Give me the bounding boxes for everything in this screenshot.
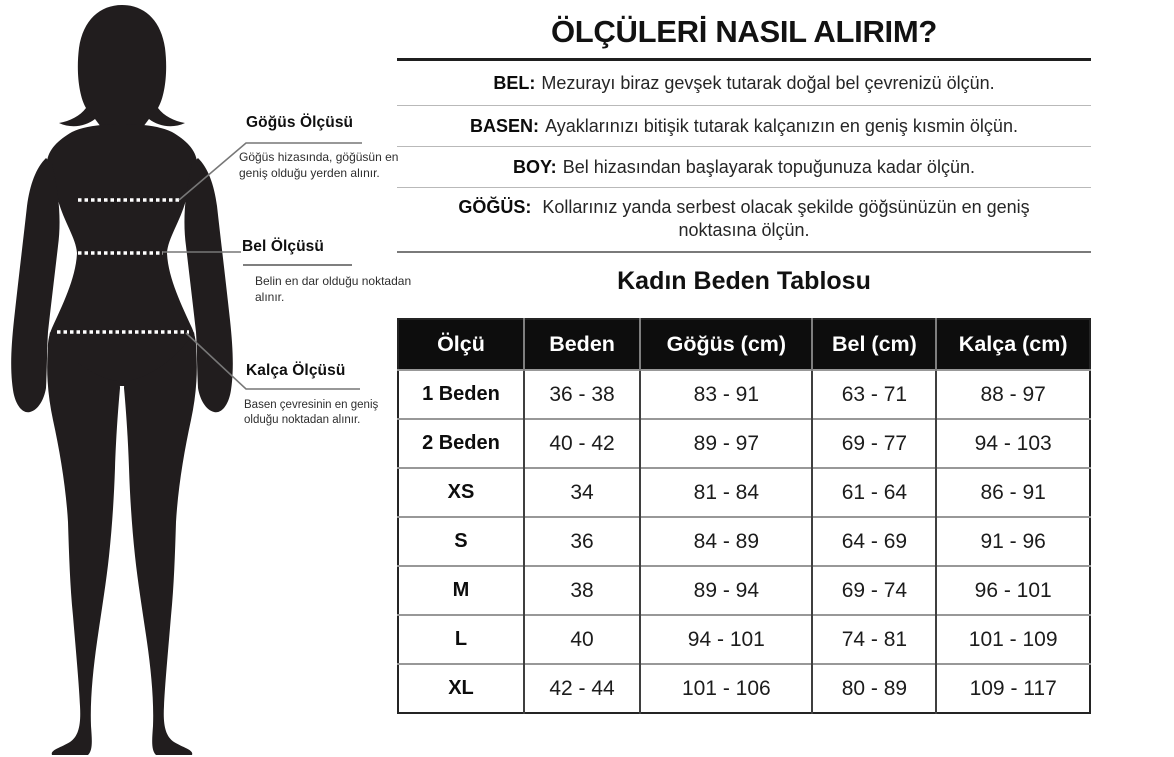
instruction-gogus-text: Kollarınız yanda serbest olacak şekilde göğsünüzün en geniş noktasına ölçün.: [542, 197, 1030, 240]
table-row: [398, 566, 1090, 615]
measurement-cell: 64 - 69: [812, 517, 936, 566]
table-row: [398, 468, 1090, 517]
waist-measure-label: Bel Ölçüsü: [242, 238, 324, 255]
measurement-cell: 101 - 109: [936, 615, 1090, 664]
chest-measure-description: Göğüs hizasında, göğüsün en geniş olduğu yerden alınır.: [239, 150, 399, 180]
measurement-cell: 89 - 94: [640, 566, 812, 615]
measurement-cell: 63 - 71: [812, 370, 936, 419]
size-name-cell: XS: [398, 468, 524, 517]
measurement-cell: 94 - 101: [640, 615, 812, 664]
measurement-cell: 81 - 84: [640, 468, 812, 517]
column-header-kalca: Kalça (cm): [936, 319, 1090, 370]
hip-measure-label: Kalça Ölçüsü: [246, 362, 346, 379]
measurement-cell: 40: [524, 615, 640, 664]
measurement-cell: 74 - 81: [812, 615, 936, 664]
size-name-cell: L: [398, 615, 524, 664]
measurement-cell: 96 - 101: [936, 566, 1090, 615]
page-title: ÖLÇÜLERİ NASIL ALIRIM?: [550, 14, 938, 49]
table-row: [398, 517, 1090, 566]
instruction-boy-text: Bel hizasından başlayarak topuğunuza kadar ölçün.: [562, 156, 975, 177]
hip-measure-description: Basen çevresinin en geniş olduğu noktadan alınır.: [244, 399, 379, 426]
size-table-header: [398, 319, 1090, 370]
instruction-boy-term: BOY:: [513, 156, 557, 177]
instruction-bel-term: BEL:: [493, 72, 536, 93]
measurement-cell: 88 - 97: [936, 370, 1090, 419]
chest-measure-label: Göğüs Ölçüsü: [246, 114, 354, 131]
size-name-cell: 2 Beden: [398, 419, 524, 468]
measurement-cell: 101 - 106: [640, 664, 812, 713]
table-row: [398, 615, 1090, 664]
measurement-cell: 86 - 91: [936, 468, 1090, 517]
measurement-cell: 89 - 97: [640, 419, 812, 468]
instruction-bel: [397, 61, 1091, 105]
instruction-basen-text: Ayaklarınızı bitişik tutarak kalçanızın en geniş kısmin ölçün.: [545, 115, 1018, 136]
instruction-bel-text: Mezurayı biraz gevşek tutarak doğal bel çevrenizü ölçün.: [541, 72, 995, 93]
measurement-cell: 69 - 74: [812, 566, 936, 615]
section-divider: [397, 251, 1091, 253]
measurement-cell: 80 - 89: [812, 664, 936, 713]
measurement-cell: 84 - 89: [640, 517, 812, 566]
measurement-cell: 38: [524, 566, 640, 615]
column-header-bel: Bel (cm): [812, 319, 936, 370]
size-table-body: [398, 370, 1090, 713]
measurement-cell: 94 - 103: [936, 419, 1090, 468]
instruction-gogus: [397, 188, 1091, 250]
table-row: [398, 664, 1090, 713]
waist-measure-description: Belin en dar olduğu noktadan alınır.: [255, 274, 412, 304]
size-name-cell: S: [398, 517, 524, 566]
column-header-olcu: Ölçü: [398, 319, 524, 370]
column-header-beden: Beden: [524, 319, 640, 370]
measurement-cell: 42 - 44: [524, 664, 640, 713]
size-table: [397, 318, 1091, 714]
how-to-measure-panel: [397, 0, 1091, 757]
measurement-cell: 109 - 117: [936, 664, 1090, 713]
measurement-cell: 36: [524, 517, 640, 566]
instruction-boy: [397, 147, 1091, 187]
instruction-basen: [397, 106, 1091, 146]
instruction-gogus-term: GÖĞÜS:: [458, 197, 532, 217]
size-table-title: Kadın Beden Tablosu: [617, 266, 871, 295]
measurement-cell: 91 - 96: [936, 517, 1090, 566]
size-name-cell: XL: [398, 664, 524, 713]
female-silhouette-icon: [0, 0, 250, 757]
measurement-cell: 40 - 42: [524, 419, 640, 468]
table-row: [398, 370, 1090, 419]
measurement-cell: 36 - 38: [524, 370, 640, 419]
size-name-cell: 1 Beden: [398, 370, 524, 419]
size-name-cell: M: [398, 566, 524, 615]
measurement-cell: 83 - 91: [640, 370, 812, 419]
column-header-gogus: Göğüs (cm): [640, 319, 812, 370]
instruction-basen-term: BASEN:: [470, 115, 540, 136]
table-row: [398, 419, 1090, 468]
measurement-cell: 34: [524, 468, 640, 517]
measurement-cell: 69 - 77: [812, 419, 936, 468]
measurement-cell: 61 - 64: [812, 468, 936, 517]
